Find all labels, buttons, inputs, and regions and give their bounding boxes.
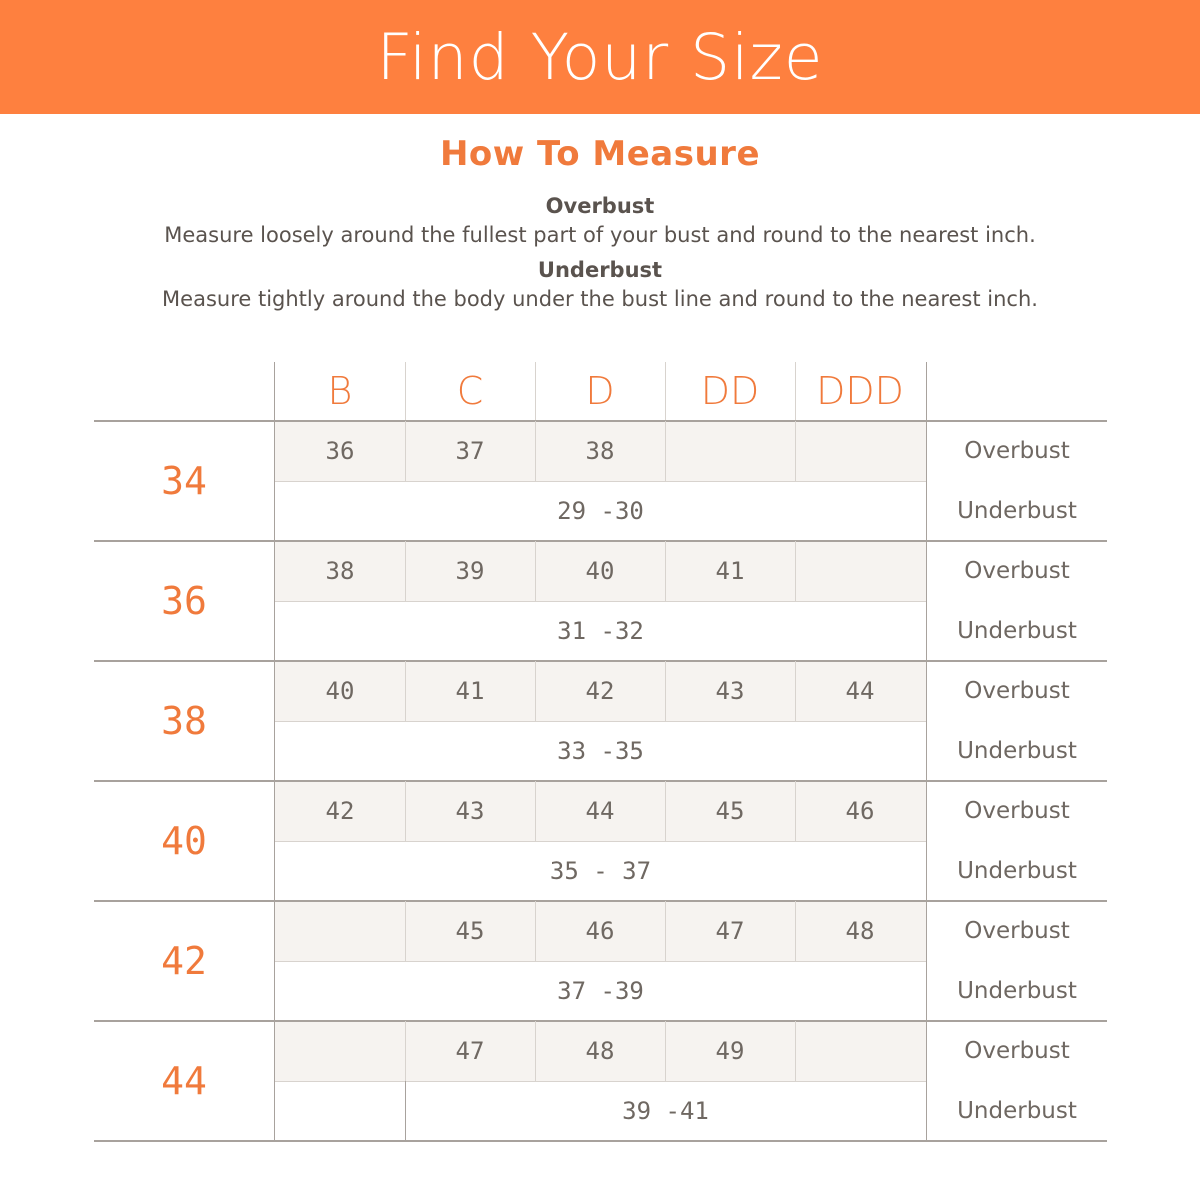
band-column-divider [274, 362, 275, 1141]
overbust-cell: 41 [715, 557, 745, 585]
overbust-cell [275, 901, 405, 961]
overbust-cell: 38 [325, 557, 355, 585]
overbust-row-label: Overbust [964, 678, 1070, 704]
cell-divider [665, 901, 666, 961]
cell-divider [665, 1021, 666, 1081]
overbust-cell: 43 [455, 797, 485, 825]
overbust-cell: 49 [715, 1037, 745, 1065]
cup-header-divider [665, 362, 666, 420]
overbust-cell: 37 [455, 437, 485, 465]
cup-header-ddd: DDD [816, 369, 904, 413]
underbust-range: 31 -32 [557, 617, 644, 645]
inner-divider [275, 961, 926, 962]
overbust-cell: 39 [455, 557, 485, 585]
band-size-38: 38 [161, 699, 207, 743]
page-title: Find Your Size [376, 20, 824, 94]
cup-header-d: D [585, 369, 615, 413]
cell-divider [535, 781, 536, 841]
row-divider [94, 1020, 1107, 1022]
overbust-row-label: Overbust [964, 1038, 1070, 1064]
overbust-cell [795, 541, 925, 601]
overbust-cell [795, 421, 925, 481]
overbust-cell [665, 421, 795, 481]
underbust-row-label: Underbust [957, 1098, 1077, 1124]
overbust-cell: 47 [715, 917, 745, 945]
overbust-cell: 38 [585, 437, 615, 465]
cell-divider [405, 1021, 406, 1081]
band-size-40: 40 [161, 819, 207, 863]
cell-divider [795, 541, 796, 601]
overbust-row-label: Overbust [964, 918, 1070, 944]
underbust-instructions: Measure tightly around the body under the bust line and round to the nearest inch. [162, 287, 1038, 311]
overbust-cell: 46 [845, 797, 875, 825]
underbust-range: 39 -41 [622, 1097, 709, 1125]
cell-divider [795, 661, 796, 721]
cell-divider [535, 421, 536, 481]
cup-header-c: C [456, 369, 484, 413]
overbust-cell [275, 1021, 405, 1081]
overbust-row-label: Overbust [964, 438, 1070, 464]
cell-divider [405, 901, 406, 961]
underbust-range: 37 -39 [557, 977, 644, 1005]
underbust-row-label: Underbust [957, 738, 1077, 764]
inner-divider [275, 721, 926, 722]
cup-header-divider [405, 362, 406, 420]
overbust-cell: 36 [325, 437, 355, 465]
overbust-cell [795, 1021, 925, 1081]
underbust-row-label: Underbust [957, 618, 1077, 644]
cell-divider [405, 421, 406, 481]
underbust-range: 35 - 37 [549, 857, 652, 885]
underbust-row-label: Underbust [957, 978, 1077, 1004]
cell-divider [535, 661, 536, 721]
inner-divider [275, 601, 926, 602]
overbust-cell: 46 [585, 917, 615, 945]
how-to-measure-title: How To Measure [439, 134, 761, 174]
overbust-cell: 45 [455, 917, 485, 945]
overbust-cell: 48 [585, 1037, 615, 1065]
cup-header-b: B [327, 369, 353, 413]
row-divider [94, 420, 1107, 422]
cell-divider [665, 421, 666, 481]
overbust-cell: 41 [455, 677, 485, 705]
row-divider [94, 1140, 1107, 1142]
cell-divider [535, 1021, 536, 1081]
band-size-42: 42 [161, 939, 207, 983]
row-divider [94, 660, 1107, 662]
underbust-heading: Underbust [537, 258, 663, 282]
overbust-cell: 42 [325, 797, 355, 825]
cell-divider [405, 661, 406, 721]
inner-divider [275, 481, 926, 482]
cell-divider [535, 541, 536, 601]
inner-divider [275, 841, 926, 842]
underbust-cell-divider [405, 1081, 406, 1141]
cell-divider [535, 901, 536, 961]
cell-divider [795, 901, 796, 961]
underbust-row-label: Underbust [957, 858, 1077, 884]
overbust-cell: 47 [455, 1037, 485, 1065]
cell-divider [665, 541, 666, 601]
overbust-row-label: Overbust [964, 798, 1070, 824]
cup-header-divider [795, 362, 796, 420]
row-divider [94, 540, 1107, 542]
cell-divider [405, 541, 406, 601]
overbust-row-label: Overbust [964, 558, 1070, 584]
cup-header-divider [535, 362, 536, 420]
cell-divider [795, 421, 796, 481]
overbust-cell: 44 [845, 677, 875, 705]
inner-divider [275, 1081, 926, 1082]
row-divider [94, 900, 1107, 902]
overbust-heading: Overbust [545, 194, 655, 218]
band-size-44: 44 [161, 1059, 207, 1103]
row-divider [94, 780, 1107, 782]
header-banner [0, 0, 1200, 114]
band-size-34: 34 [161, 459, 207, 503]
overbust-cell: 40 [325, 677, 355, 705]
overbust-cell: 40 [585, 557, 615, 585]
band-size-36: 36 [161, 579, 207, 623]
underbust-range: 29 -30 [557, 497, 644, 525]
overbust-cell: 44 [585, 797, 615, 825]
cell-divider [405, 781, 406, 841]
cell-divider [665, 661, 666, 721]
cell-divider [665, 781, 666, 841]
cell-divider [795, 1021, 796, 1081]
overbust-instructions: Measure loosely around the fullest part of your bust and round to the nearest inch. [164, 223, 1036, 247]
underbust-range: 33 -35 [557, 737, 644, 765]
cell-divider [795, 781, 796, 841]
cup-header-dd: DD [700, 369, 760, 413]
underbust-row-label: Underbust [957, 498, 1077, 524]
overbust-cell: 43 [715, 677, 745, 705]
overbust-cell: 48 [845, 917, 875, 945]
overbust-cell: 42 [585, 677, 615, 705]
overbust-cell: 45 [715, 797, 745, 825]
label-column-divider [926, 362, 927, 1141]
